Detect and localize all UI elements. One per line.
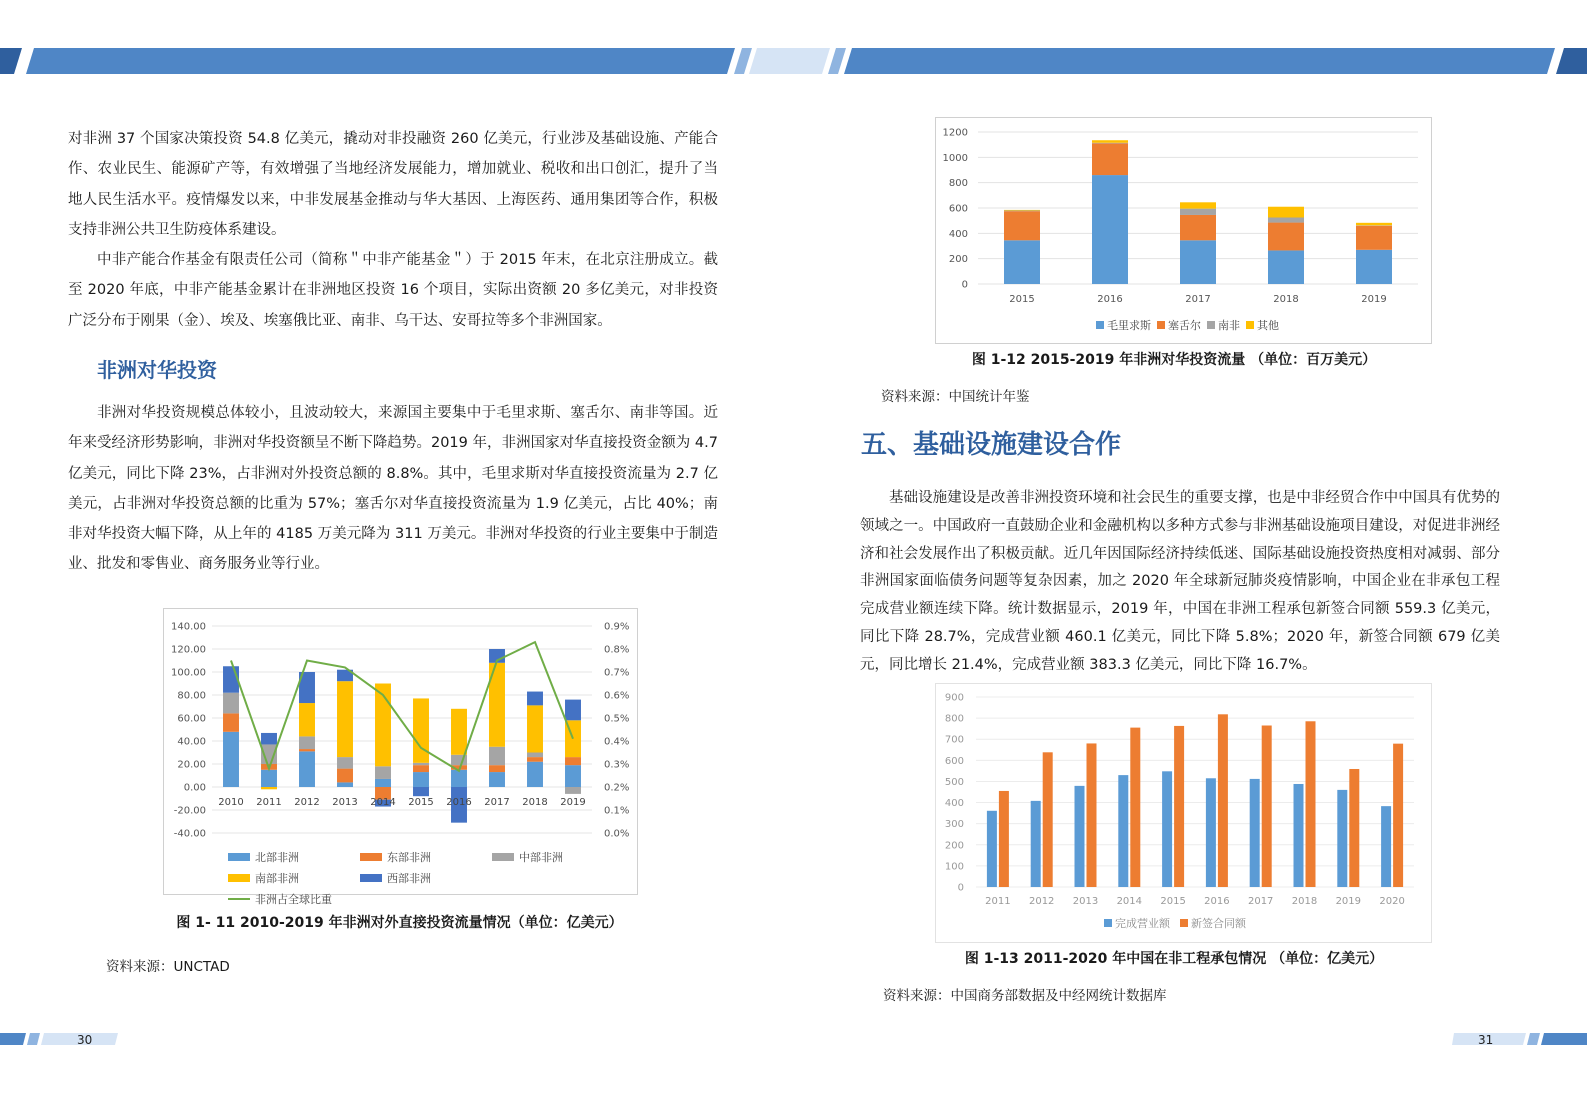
x-tick-label: 2018 (522, 797, 548, 808)
x-tick-label: 2015 (1009, 294, 1035, 305)
legend-label: 南部非洲 (255, 872, 299, 885)
bar-segment (527, 762, 543, 787)
bar-segment (565, 700, 581, 721)
bar (1262, 726, 1272, 888)
chart-fig-1-12 (935, 117, 1432, 344)
bar-segment (565, 757, 581, 765)
y-tick-label: 1000 (942, 152, 968, 164)
bar-segment (223, 732, 239, 787)
source-fig-1-12: 资料来源：中国统计年鉴 (881, 389, 1030, 405)
bar-segment (451, 709, 467, 755)
legend-item (360, 849, 478, 865)
x-tick-label: 2017 (1247, 896, 1274, 907)
bar (1130, 728, 1140, 887)
y2-tick-label: 0.2% (604, 782, 630, 794)
legend-swatch (360, 874, 382, 882)
bar-segment (1268, 223, 1304, 251)
y2-tick-label: 0.6% (604, 690, 630, 702)
bar-segment (299, 736, 315, 749)
legend-label: 南非 (1218, 319, 1240, 332)
x-tick-label: 2014 (370, 797, 396, 808)
legend-item (228, 891, 358, 907)
bar (987, 811, 997, 887)
chart-fig-1-11-legend (228, 849, 628, 907)
bar (1381, 806, 1391, 887)
y-tick-label: 0 (961, 279, 968, 291)
bar-segment (565, 765, 581, 787)
bar-segment (1004, 211, 1040, 212)
x-tick-label: 2017 (484, 797, 510, 808)
bar-segment (413, 787, 429, 796)
footer-band-segment (1527, 1033, 1540, 1045)
y-tick-label: 100 (944, 861, 964, 873)
y-tick-label: 200 (948, 254, 968, 266)
bar-segment (1004, 240, 1040, 284)
y2-tick-label: 0.7% (604, 667, 630, 679)
legend-label: 非洲占全球比重 (255, 893, 332, 906)
bar-segment (413, 763, 429, 765)
chart-fig-1-13 (935, 683, 1432, 943)
y-tick-label: 80.00 (177, 690, 206, 702)
y2-tick-label: 0.4% (604, 736, 630, 748)
y-tick-label: 200 (944, 840, 964, 852)
y-tick-label: 0.00 (183, 782, 206, 794)
x-tick-label: 2011 (256, 797, 282, 808)
bar (1337, 790, 1347, 887)
bar-segment (1356, 223, 1392, 226)
y-tick-label: 100.00 (171, 667, 206, 679)
x-tick-label: 2016 (446, 797, 472, 808)
bar-segment (1180, 209, 1216, 215)
bar-segment (1092, 175, 1128, 284)
footer-band-left (0, 1033, 120, 1045)
legend-label: 东部非洲 (387, 851, 431, 864)
header-band-segment (749, 48, 830, 74)
y-tick-label: 600 (944, 755, 964, 767)
caption-fig-1-12: 图 1-12 2015-2019 年非洲对华投资流量 （单位：百万美元） (971, 352, 1377, 368)
bar-segment (1092, 143, 1128, 175)
legend-item (1246, 317, 1279, 333)
y-tick-label: 20.00 (177, 759, 206, 771)
legend-label: 新签合同额 (1191, 917, 1246, 930)
bar-segment (413, 772, 429, 787)
y2-tick-label: 0.9% (604, 621, 630, 633)
bar (1306, 721, 1316, 887)
y2-tick-label: 0.3% (604, 759, 630, 771)
legend-swatch (1207, 321, 1215, 329)
x-tick-label: 2018 (1273, 294, 1299, 305)
chart-fig-1-13-plot (936, 684, 1431, 912)
bar-segment (337, 782, 353, 787)
caption-fig-1-13: 图 1-13 2011-2020 年中国在非工程承包情况 （单位：亿美元） (964, 951, 1384, 967)
chart-fig-1-11 (163, 608, 638, 906)
bar-segment (375, 766, 391, 779)
section-heading-infrastructure: 五、基础设施建设合作 (861, 430, 1122, 460)
y2-tick-label: 0.1% (604, 805, 630, 817)
page-number-left: 30 (77, 1033, 93, 1047)
bar-segment (1004, 211, 1040, 240)
bar-segment (337, 681, 353, 757)
bar-segment (1092, 143, 1128, 144)
y-tick-label: 40.00 (177, 736, 206, 748)
y2-tick-label: 0.8% (604, 644, 630, 656)
x-tick-label: 2019 (1361, 294, 1387, 305)
y-tick-label: 700 (944, 734, 964, 746)
legend-swatch (360, 853, 382, 861)
y-tick-label: 0 (957, 882, 964, 894)
bar-segment (1180, 240, 1216, 284)
bar-segment (337, 769, 353, 783)
y-tick-label: -20.00 (173, 805, 206, 817)
africa-investment-paragraph: 非洲对华投资规模总体较小，且波动较大，来源国主要集中于毛里求斯、塞舌尔、南非等国。近年来受经济形势影响，非洲对华投资额呈不断下降趋势。2019 年，非洲国家对华直接投资金额为 4.7 亿美元，同比下降 23%，占非洲对外投资总额的 8.8%。其中，毛里求斯对华直接投资流量为 2.7 亿美元，占非洲对华投资总额的比重为 57%；塞舌尔对华直接投资流量为 1.9 亿美元，占比 40%；南非对华投资大幅下降，从上年的 4185 万美元降为 311 万美元。非洲对华投资的行业主要集中于制造业、批发和零售业、商务服务业等行业。 (68, 405, 718, 573)
bar-segment (1268, 207, 1304, 218)
legend-item (492, 849, 610, 865)
bar-segment (261, 733, 277, 745)
legend-label: 塞舌尔 (1168, 319, 1201, 332)
x-tick-label: 2016 (1204, 896, 1230, 907)
bar-segment (337, 757, 353, 769)
bar-segment (223, 693, 239, 714)
x-tick-label: 2016 (1097, 294, 1123, 305)
legend-swatch (228, 874, 250, 882)
bar (1031, 801, 1041, 887)
legend-item (1180, 915, 1246, 931)
y-tick-label: 300 (944, 819, 964, 831)
bar-segment (1268, 218, 1304, 223)
bar-segment (527, 705, 543, 752)
bar-segment (527, 692, 543, 706)
chart-fig-1-13-legend (1104, 915, 1354, 931)
bar (1206, 778, 1216, 887)
bar-segment (413, 765, 429, 772)
bar (1075, 786, 1085, 887)
legend-label: 毛里求斯 (1107, 319, 1151, 332)
caption-fig-1-11: 图 1- 11 2010-2019 年非洲对外直接投资流量情况（单位：亿美元） (176, 915, 623, 931)
legend-swatch (228, 853, 250, 861)
header-band-segment (26, 48, 735, 74)
header-band-segment (844, 48, 1555, 74)
fund-paragraph: 中非产能合作基金有限责任公司（简称＂中非产能基金＂）于 2015 年末，在北京注册成立。截至 2020 年底，中非产能基金累计在非洲地区投资 16 个项目，实际出资额 20 多亿美元，对非投资广泛分布于刚果（金）、埃及、埃塞俄比亚、南非、乌干达、安哥拉等多个非洲国家。 (68, 252, 718, 329)
x-tick-label: 2015 (1160, 896, 1186, 907)
bar-segment (489, 747, 505, 765)
bar (1118, 775, 1128, 887)
bar-segment (299, 749, 315, 751)
x-tick-label: 2019 (560, 797, 586, 808)
y-tick-label: 900 (944, 692, 964, 704)
page-number-right: 31 (1478, 1033, 1494, 1047)
header-band-segment (828, 48, 846, 74)
bar (1393, 744, 1403, 887)
legend-label: 其他 (1257, 319, 1279, 332)
legend-item (1104, 915, 1170, 931)
x-tick-label: 2013 (1072, 896, 1099, 907)
x-tick-label: 2017 (1185, 294, 1211, 305)
legend-label: 北部非洲 (255, 851, 299, 864)
y-tick-label: 60.00 (177, 713, 206, 725)
footer-band-right (1452, 1033, 1587, 1045)
bar-segment (299, 703, 315, 736)
y-tick-label: 400 (948, 228, 968, 240)
source-fig-1-11: 资料来源：UNCTAD (106, 959, 230, 975)
bar-segment (223, 713, 239, 731)
y-tick-label: -40.00 (173, 828, 206, 839)
bar (1349, 769, 1359, 887)
legend-label: 西部非洲 (387, 872, 431, 885)
y-tick-label: 140.00 (171, 621, 206, 633)
bar-segment (527, 753, 543, 758)
x-tick-label: 2010 (218, 797, 244, 808)
bar (1162, 771, 1172, 887)
bar-segment (489, 772, 505, 787)
x-tick-label: 2018 (1291, 896, 1318, 907)
y-tick-label: 800 (944, 713, 964, 725)
bar (1218, 714, 1228, 887)
header-band-segment (0, 48, 22, 74)
bar-segment (1356, 250, 1392, 284)
bar (1087, 743, 1097, 887)
footer-band-segment (1541, 1033, 1587, 1045)
y2-tick-label: 0.0% (604, 828, 630, 839)
header-band (0, 48, 1587, 74)
legend-swatch (1096, 321, 1104, 329)
chart-fig-1-12-legend (1096, 317, 1396, 333)
footer-band-segment (0, 1033, 26, 1045)
legend-item (228, 849, 346, 865)
legend-swatch (1246, 321, 1254, 329)
intro-paragraph: 对非洲 37 个国家决策投资 54.8 亿美元，撬动对非投融资 260 亿美元，行业涉及基础设施、产能合作、农业民生、能源矿产等，有效增强了当地经济发展能力，增加就业、税收和出口创汇，提升了当地人民生活水平。疫情爆发以来，中非发展基金推动与华大基因、上海医药、通用集团等合作，积极支持非洲公共卫生防疫体系建设。 (68, 131, 718, 238)
bar-segment (413, 698, 429, 762)
y2-tick-label: 0.5% (604, 713, 630, 725)
bar-segment (565, 787, 581, 794)
legend-item (228, 870, 346, 886)
legend-swatch (492, 853, 514, 861)
share-line (231, 642, 573, 771)
x-tick-label: 2011 (985, 896, 1011, 907)
legend-item (1157, 317, 1201, 333)
legend-label: 中部非洲 (519, 851, 563, 864)
x-tick-label: 2015 (408, 797, 434, 808)
bar-segment (1004, 210, 1040, 211)
legend-swatch (1180, 919, 1188, 927)
chart-fig-1-12-plot (936, 118, 1431, 313)
y-tick-label: 1200 (942, 127, 968, 139)
bar-segment (223, 666, 239, 692)
x-tick-label: 2013 (332, 797, 358, 808)
bar-segment (451, 770, 467, 787)
x-tick-label: 2014 (1116, 896, 1143, 907)
legend-swatch (228, 898, 250, 900)
bar (999, 791, 1009, 887)
infrastructure-paragraph: 基础设施建设是改善非洲投资环境和社会民生的重要支撑，也是中非经贸合作中中国具有优势的领域之一。中国政府一直鼓励企业和金融机构以多种方式参与非洲基础设施项目建设，对促进非洲经济和社会发展作出了积极贡献。近几年因国际经济持续低迷、国际基础设施投资热度相对减弱、部分非洲国家面临债务问题等复杂因素，加之 2020 年全球新冠肺炎疫情影响，中国企业在非承包工程完成营业额连续下降。统计数据显示，2019 年，中国在非洲工程承包新签合同额 559.3 亿美元，同比下降 28.7%，完成营业额 460.1 亿美元，同比下降 5.8%；2020 年，新签合同额 679 亿美元，同比增长 21.4%，完成营业额 383.3 亿美元，同比下降 16.7%。 (860, 490, 1500, 673)
footer-band-segment (27, 1033, 40, 1045)
y-tick-label: 120.00 (171, 644, 206, 656)
y-tick-label: 400 (944, 798, 964, 810)
y-tick-label: 600 (948, 203, 968, 215)
bar-segment (261, 787, 277, 789)
legend-swatch (1104, 919, 1112, 927)
chart-fig-1-11-plot (164, 609, 637, 839)
bar-segment (1092, 140, 1128, 143)
y-tick-label: 500 (944, 776, 964, 788)
header-band-segment (734, 48, 752, 74)
bar-segment (1180, 215, 1216, 240)
bar-segment (1356, 226, 1392, 250)
legend-item (360, 870, 478, 886)
bar-segment (527, 757, 543, 762)
bar (1174, 726, 1184, 887)
x-tick-label: 2020 (1379, 896, 1405, 907)
bar-segment (375, 779, 391, 787)
legend-item (1096, 317, 1151, 333)
header-band-segment (1556, 48, 1587, 74)
bar-segment (299, 751, 315, 787)
section-heading-africa-investment: 非洲对华投资 (97, 358, 217, 382)
bar-segment (1180, 202, 1216, 208)
bar (1250, 779, 1260, 887)
x-tick-label: 2012 (294, 797, 320, 808)
bar (1294, 784, 1304, 887)
legend-label: 完成营业额 (1115, 917, 1170, 930)
x-tick-label: 2012 (1028, 896, 1055, 907)
bar-segment (261, 770, 277, 787)
bar-segment (489, 765, 505, 772)
y-tick-label: 800 (948, 178, 968, 190)
legend-swatch (1157, 321, 1165, 329)
bar (1043, 752, 1053, 887)
x-tick-label: 2019 (1335, 896, 1362, 907)
source-fig-1-13: 资料来源：中国商务部数据及中经网统计数据库 (883, 988, 1167, 1004)
bar-segment (1268, 250, 1304, 284)
legend-item (1207, 317, 1240, 333)
